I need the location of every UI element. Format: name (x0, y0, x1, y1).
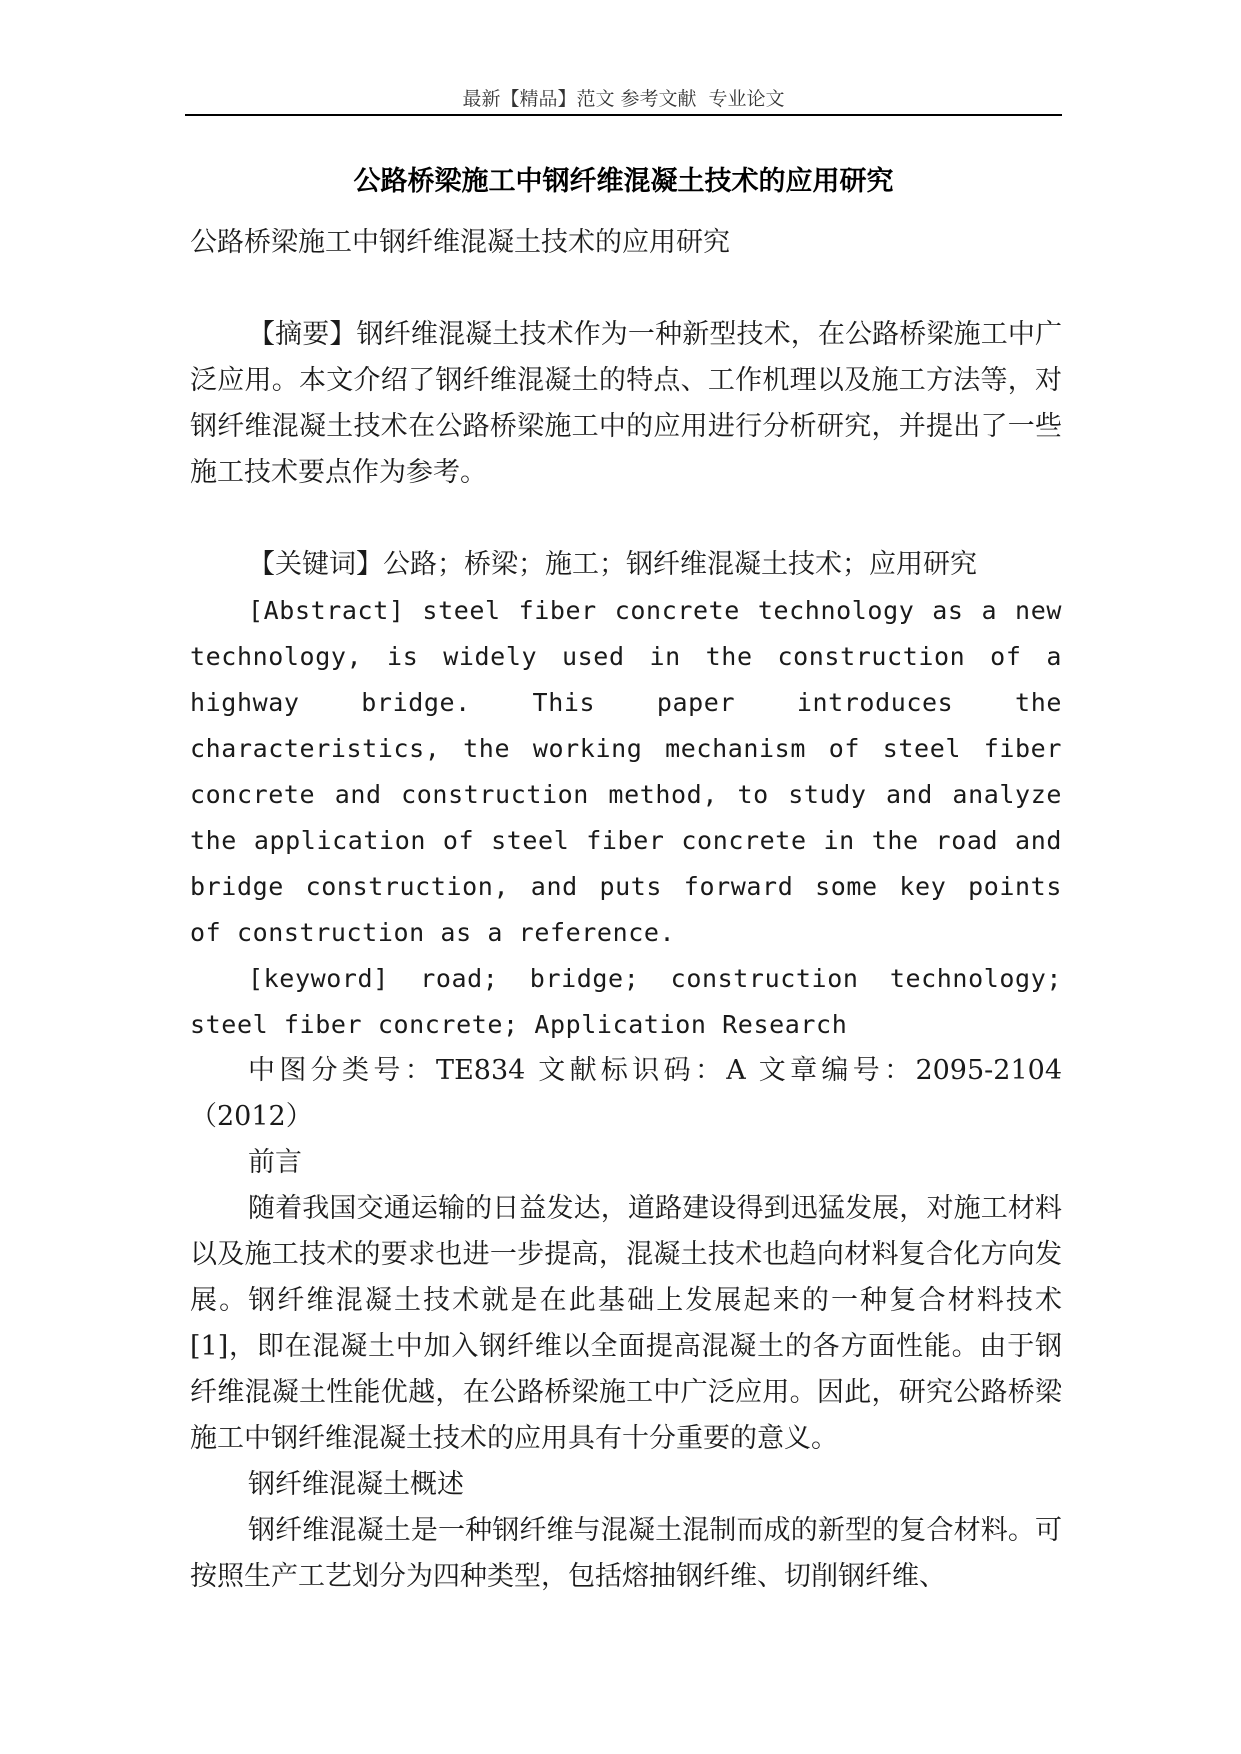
header-rule (185, 114, 1062, 116)
keywords-cn: 【关键词】公路；桥梁；施工；钢纤维混凝土技术；应用研究 (248, 549, 977, 580)
document-subtitle: 公路桥梁施工中钢纤维混凝土技术的应用研究 (190, 227, 730, 258)
abstract-cn: 【摘要】钢纤维混凝土技术作为一种新型技术，在公路桥梁施工中广泛应用。本文介绍了钢纤维混凝土的特点、工作机理以及施工方法等，对钢纤维混凝土技术在公路桥梁施工中的应用进行分析研究，并提出了一些施工技术要点作为参考。 (190, 319, 1062, 488)
preface-heading: 前言 (248, 1147, 302, 1178)
document-body (190, 220, 1062, 1600)
spacer (190, 496, 1062, 542)
keywords-en: [keyword] road; bridge; construction technology; steel fiber concrete; Application Research (190, 964, 1062, 1039)
overview-paragraph: 钢纤维混凝土是一种钢纤维与混凝土混制而成的新型的复合材料。可按照生产工艺划分为四种类型，包括熔抽钢纤维、切削钢纤维、 (190, 1515, 1062, 1592)
abstract-en: [Abstract] steel fiber concrete technology as a new technology, is widely used in the construction of a highway bridge. This paper introduces the characteristics, the working mechanism of steel fiber concrete and construction method, to study and analyze the application of steel fiber concrete in the road and bridge construction, and puts forward some key points of construction as a reference. (190, 596, 1062, 947)
spacer (190, 266, 1062, 312)
overview-heading: 钢纤维混凝土概述 (248, 1469, 464, 1500)
running-header: 最新【精品】范文 参考文献 专业论文 (462, 88, 785, 110)
preface-paragraph: 随着我国交通运输的日益发达，道路建设得到迅猛发展，对施工材料以及施工技术的要求也进一步提高，混凝土技术也趋向材料复合化方向发展。钢纤维混凝土技术就是在此基础上发展起来的一种复合材料技术[1]，即在混凝土中加入钢纤维以全面提高混凝土的各方面性能。由于钢纤维混凝土性能优越，在公路桥梁施工中广泛应用。因此，研究公路桥梁施工中钢纤维混凝土技术的应用具有十分重要的意义。 (190, 1193, 1062, 1454)
classification-line: 中图分类号：TE834 文献标识码：A 文章编号：2095-2104（2012） (190, 1055, 1062, 1132)
document-title: 公路桥梁施工中钢纤维混凝土技术的应用研究 (353, 166, 894, 197)
